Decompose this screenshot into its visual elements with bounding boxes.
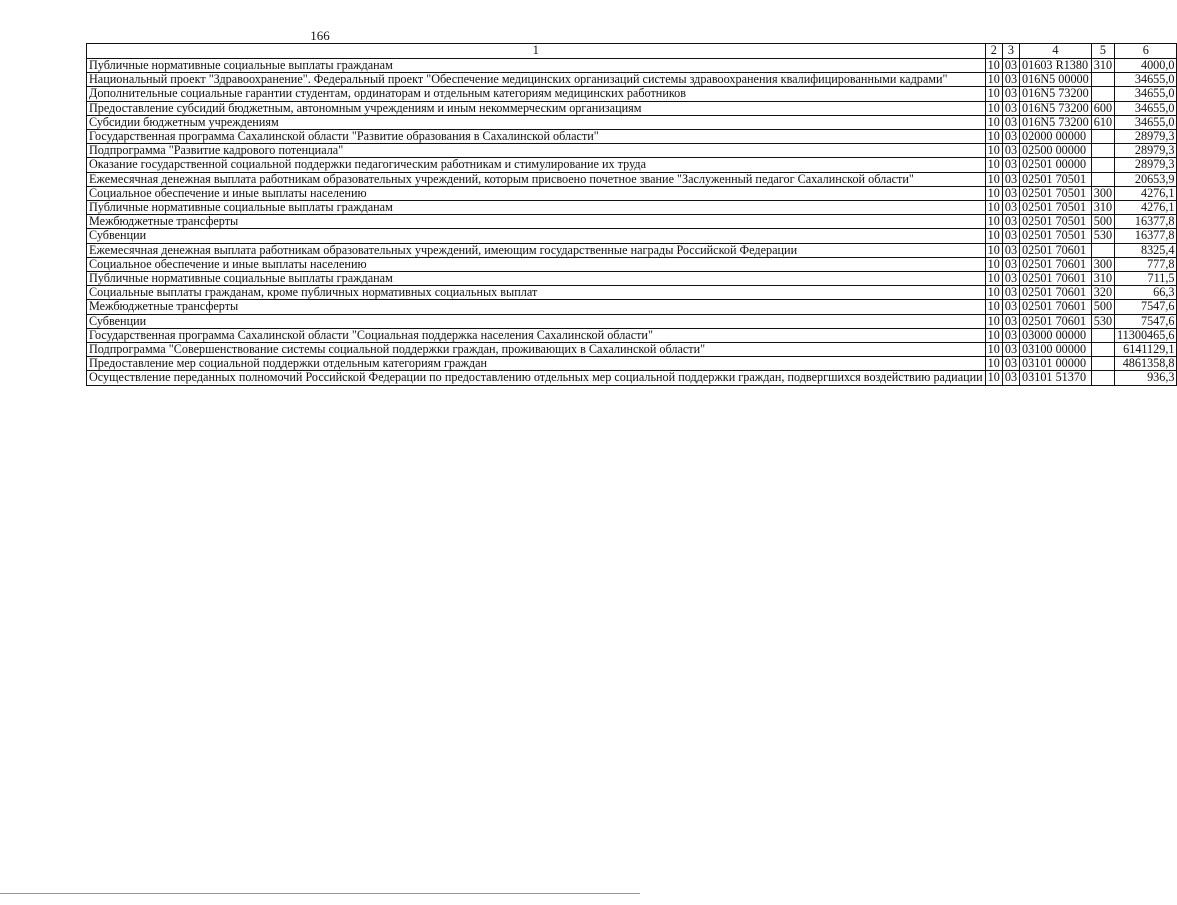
cell-section: 10 [985,314,1002,328]
cell-target-article: 02501 70601 [1020,257,1092,271]
header-row [87,44,1177,59]
cell-target-article: 02501 70601 [1020,300,1092,314]
cell-section: 10 [985,243,1002,257]
cell-section: 10 [985,186,1002,200]
header-col-1: 1 [87,44,986,59]
cell-target-article: 016N5 00000 [1020,73,1092,87]
cell-target-article: 02500 00000 [1020,144,1092,158]
table-row [87,286,1177,300]
table-row [87,314,1177,328]
table-row [87,257,1177,271]
cell-subsection: 03 [1002,286,1019,300]
cell-target-article: 03100 00000 [1020,343,1092,357]
cell-section: 10 [985,328,1002,342]
cell-amount: 7547,6 [1115,314,1177,328]
cell-amount: 34655,0 [1115,87,1177,101]
cell-expense-type [1091,343,1114,357]
table-row [87,158,1177,172]
cell-amount: 66,3 [1115,286,1177,300]
cell-target-article: 02501 70601 [1020,286,1092,300]
cell-expense-type: 610 [1091,115,1114,129]
cell-expense-type [1091,328,1114,342]
cell-expense-type [1091,158,1114,172]
cell-section: 10 [985,201,1002,215]
cell-section: 10 [985,215,1002,229]
cell-target-article: 02501 70501 [1020,172,1092,186]
cell-subsection: 03 [1002,59,1019,73]
cell-name: Дополнительные социальные гарантии студентам, ординаторам и отдельным категориям медицинских работников [87,87,986,101]
cell-section: 10 [985,286,1002,300]
cell-subsection: 03 [1002,144,1019,158]
cell-amount: 711,5 [1115,272,1177,286]
cell-section: 10 [985,59,1002,73]
cell-expense-type: 600 [1091,101,1114,115]
cell-amount: 936,3 [1115,371,1177,385]
cell-expense-type: 300 [1091,186,1114,200]
cell-target-article: 02501 70501 [1020,215,1092,229]
cell-subsection: 03 [1002,272,1019,286]
cell-amount: 28979,3 [1115,144,1177,158]
header-col-5: 5 [1091,44,1114,59]
cell-subsection: 03 [1002,172,1019,186]
cell-subsection: 03 [1002,201,1019,215]
cell-section: 10 [985,87,1002,101]
cell-target-article: 03101 00000 [1020,357,1092,371]
cell-expense-type: 310 [1091,59,1114,73]
cell-target-article: 02501 70601 [1020,314,1092,328]
cell-name: Публичные нормативные социальные выплаты гражданам [87,59,986,73]
cell-name: Ежемесячная денежная выплата работникам образовательных учреждений, имеющим государственные награды Российской Федерации [87,243,986,257]
cell-name: Социальное обеспечение и иные выплаты населению [87,257,986,271]
cell-section: 10 [985,272,1002,286]
cell-amount: 20653,9 [1115,172,1177,186]
cell-name: Предоставление субсидий бюджетным, автономным учреждениям и иным некоммерческим организациям [87,101,986,115]
table-row [87,272,1177,286]
cell-section: 10 [985,172,1002,186]
cell-section: 10 [985,101,1002,115]
cell-target-article: 02501 70501 [1020,201,1092,215]
cell-subsection: 03 [1002,314,1019,328]
cell-name: Подпрограмма "Совершенствование системы социальной поддержки граждан, проживающих в Сахалинской области" [87,343,986,357]
cell-expense-type: 310 [1091,201,1114,215]
cell-section: 10 [985,158,1002,172]
budget-table [86,43,1177,386]
cell-subsection: 03 [1002,73,1019,87]
cell-expense-type [1091,73,1114,87]
cell-subsection: 03 [1002,158,1019,172]
cell-name: Социальное обеспечение и иные выплаты населению [87,186,986,200]
cell-subsection: 03 [1002,343,1019,357]
table-row [87,300,1177,314]
cell-amount: 6141129,1 [1115,343,1177,357]
table-row [87,87,1177,101]
cell-section: 10 [985,144,1002,158]
cell-expense-type [1091,144,1114,158]
cell-target-article: 02501 00000 [1020,158,1092,172]
table-row [87,229,1177,243]
cell-name: Осуществление переданных полномочий Российской Федерации по предоставлению отдельных мер социальной поддержки граждан, подвергшихся воздействию радиации [87,371,986,385]
cell-subsection: 03 [1002,186,1019,200]
cell-amount: 28979,3 [1115,158,1177,172]
cell-subsection: 03 [1002,87,1019,101]
cell-expense-type [1091,371,1114,385]
cell-name: Публичные нормативные социальные выплаты гражданам [87,272,986,286]
cell-name: Предоставление мер социальной поддержки отдельным категориям граждан [87,357,986,371]
cell-expense-type: 530 [1091,314,1114,328]
table-row [87,73,1177,87]
cell-name: Оказание государственной социальной поддержки педагогическим работникам и стимулирование их труда [87,158,986,172]
cell-name: Государственная программа Сахалинской области "Социальная поддержка населения Сахалинской области" [87,328,986,342]
bottom-rule [0,893,640,894]
cell-amount: 7547,6 [1115,300,1177,314]
cell-section: 10 [985,300,1002,314]
cell-target-article: 02501 70501 [1020,186,1092,200]
cell-expense-type [1091,87,1114,101]
cell-name: Публичные нормативные социальные выплаты гражданам [87,201,986,215]
table-row [87,243,1177,257]
cell-target-article: 016N5 73200 [1020,115,1092,129]
cell-name: Социальные выплаты гражданам, кроме публичных нормативных социальных выплат [87,286,986,300]
cell-amount: 4861358,8 [1115,357,1177,371]
cell-amount: 34655,0 [1115,73,1177,87]
cell-target-article: 01603 R1380 [1020,59,1092,73]
cell-section: 10 [985,343,1002,357]
cell-subsection: 03 [1002,130,1019,144]
cell-expense-type: 320 [1091,286,1114,300]
cell-name: Субсидии бюджетным учреждениям [87,115,986,129]
cell-section: 10 [985,357,1002,371]
cell-subsection: 03 [1002,328,1019,342]
cell-amount: 8325,4 [1115,243,1177,257]
cell-target-article: 016N5 73200 [1020,87,1092,101]
cell-amount: 28979,3 [1115,130,1177,144]
table-row [87,144,1177,158]
cell-name: Национальный проект "Здравоохранение". Федеральный проект "Обеспечение медицинских организаций системы здравоохранения квалифицированными кадрами" [87,73,986,87]
cell-amount: 16377,8 [1115,215,1177,229]
cell-section: 10 [985,371,1002,385]
table-row [87,371,1177,385]
cell-amount: 34655,0 [1115,101,1177,115]
cell-amount: 11300465,6 [1115,328,1177,342]
cell-expense-type: 300 [1091,257,1114,271]
cell-amount: 4276,1 [1115,201,1177,215]
cell-expense-type [1091,243,1114,257]
cell-section: 10 [985,115,1002,129]
table-row [87,215,1177,229]
cell-expense-type: 500 [1091,300,1114,314]
cell-subsection: 03 [1002,229,1019,243]
cell-subsection: 03 [1002,371,1019,385]
cell-subsection: 03 [1002,243,1019,257]
cell-subsection: 03 [1002,215,1019,229]
cell-target-article: 02501 70601 [1020,272,1092,286]
cell-expense-type: 530 [1091,229,1114,243]
cell-subsection: 03 [1002,257,1019,271]
cell-target-article: 03101 51370 [1020,371,1092,385]
table-row [87,101,1177,115]
cell-amount: 16377,8 [1115,229,1177,243]
cell-subsection: 03 [1002,115,1019,129]
cell-amount: 34655,0 [1115,115,1177,129]
cell-target-article: 03000 00000 [1020,328,1092,342]
cell-amount: 4276,1 [1115,186,1177,200]
table-row [87,172,1177,186]
cell-name: Межбюджетные трансферты [87,300,986,314]
header-col-4: 4 [1020,44,1092,59]
header-col-6: 6 [1115,44,1177,59]
cell-amount: 4000,0 [1115,59,1177,73]
cell-name: Межбюджетные трансферты [87,215,986,229]
header-col-2: 2 [985,44,1002,59]
cell-target-article: 02501 70501 [1020,229,1092,243]
table-row [87,328,1177,342]
table-row [87,201,1177,215]
page-number: 166 [310,28,330,43]
cell-expense-type [1091,130,1114,144]
cell-target-article: 02501 70601 [1020,243,1092,257]
cell-expense-type: 500 [1091,215,1114,229]
cell-name: Подпрограмма "Развитие кадрового потенциала" [87,144,986,158]
cell-expense-type: 310 [1091,272,1114,286]
table-row [87,186,1177,200]
table-header [87,44,1177,59]
cell-section: 10 [985,73,1002,87]
header-col-3: 3 [1002,44,1019,59]
cell-target-article: 016N5 73200 [1020,101,1092,115]
cell-expense-type [1091,357,1114,371]
cell-section: 10 [985,229,1002,243]
cell-name: Субвенции [87,229,986,243]
cell-expense-type [1091,172,1114,186]
cell-section: 10 [985,257,1002,271]
cell-subsection: 03 [1002,300,1019,314]
table-body [87,59,1177,386]
table-row [87,130,1177,144]
cell-name: Ежемесячная денежная выплата работникам образовательных учреждений, которым присвоено почетное звание "Заслуженный педагог Сахалинской области" [87,172,986,186]
cell-subsection: 03 [1002,357,1019,371]
cell-section: 10 [985,130,1002,144]
cell-target-article: 02000 00000 [1020,130,1092,144]
cell-subsection: 03 [1002,101,1019,115]
table-row [87,115,1177,129]
cell-amount: 777,8 [1115,257,1177,271]
table-row [87,357,1177,371]
table-row [87,343,1177,357]
cell-name: Государственная программа Сахалинской области "Развитие образования в Сахалинской области" [87,130,986,144]
table-row [87,59,1177,73]
cell-name: Субвенции [87,314,986,328]
